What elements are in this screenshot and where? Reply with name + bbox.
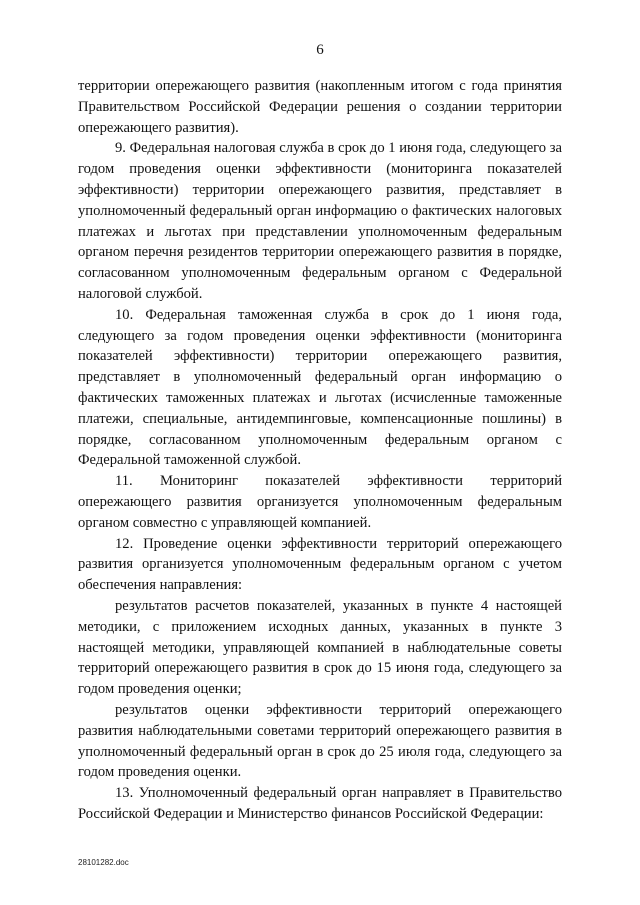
paragraph-item-13: 13. Уполномоченный федеральный орган направляет в Правительство Российской Федерации и Министерство финансов Российской Федерации: bbox=[78, 785, 562, 822]
footer-filename: 28101282.doc bbox=[78, 858, 129, 867]
paragraph-item-11: 11. Мониторинг показателей эффективности территорий опережающего развития организуется уполномоченным федеральным органом совместно с управляющей компанией. bbox=[78, 473, 562, 531]
page-number: 6 bbox=[316, 42, 324, 58]
paragraph-item-12: 12. Проведение оценки эффективности территорий опережающего развития организуется уполномоченным федеральным органом с учетом обеспечения направления: bbox=[78, 535, 562, 594]
paragraph-item-10: 10. Федеральная таможенная служба в срок до 1 июня года, следующего за годом проведения оценки эффективности (мониторинга показателей эффективности) территории опережающего развития, представляет в уполномоченный федеральный орган информацию о фактических таможенных платежах и льготах (исчисленные таможенные платежи, специальные, антидемпинговые, компенсационные пошлины) в порядке, согласованном уполномоченным федеральным органом с Федеральной таможенной службой. bbox=[78, 306, 562, 469]
paragraph-item-12-sub-2: результатов оценки эффективности территорий опережающего развития наблюдательными советами территорий опережающего развития в уполномоченный федеральный орган в срок до 25 июля года, следующего за годом проведения оценки. bbox=[78, 701, 562, 781]
paragraph-item-12-sub-1: результатов расчетов показателей, указанных в пункте 4 настоящей методики, с приложением исходных данных, указанных в пункте 3 настоящей методики, управляющей компанией в наблюдательные советы территорий опережающего развития в срок до 15 июня года, следующего за годом проведения оценки; bbox=[78, 597, 562, 698]
paragraph-continuation: территории опережающего развития (накопленным итогом с года принятия Правительством Российской Федерации решения о создании территории опережающего развития). bbox=[78, 78, 562, 136]
document-body bbox=[78, 76, 562, 825]
paragraph-item-9: 9. Федеральная налоговая служба в срок до 1 июня года, следующего за годом проведения оценки эффективности (мониторинга показателей эффективности) территории опережающего развития, представляет в уполномоченный федеральный орган информацию о фактических налоговых платежах и льготах при представлении уполномоченным федеральным органом перечня резидентов территории опережающего развития в порядке, согласованном уполномоченным федеральным органом с Федеральной налоговой службой. bbox=[78, 140, 562, 302]
